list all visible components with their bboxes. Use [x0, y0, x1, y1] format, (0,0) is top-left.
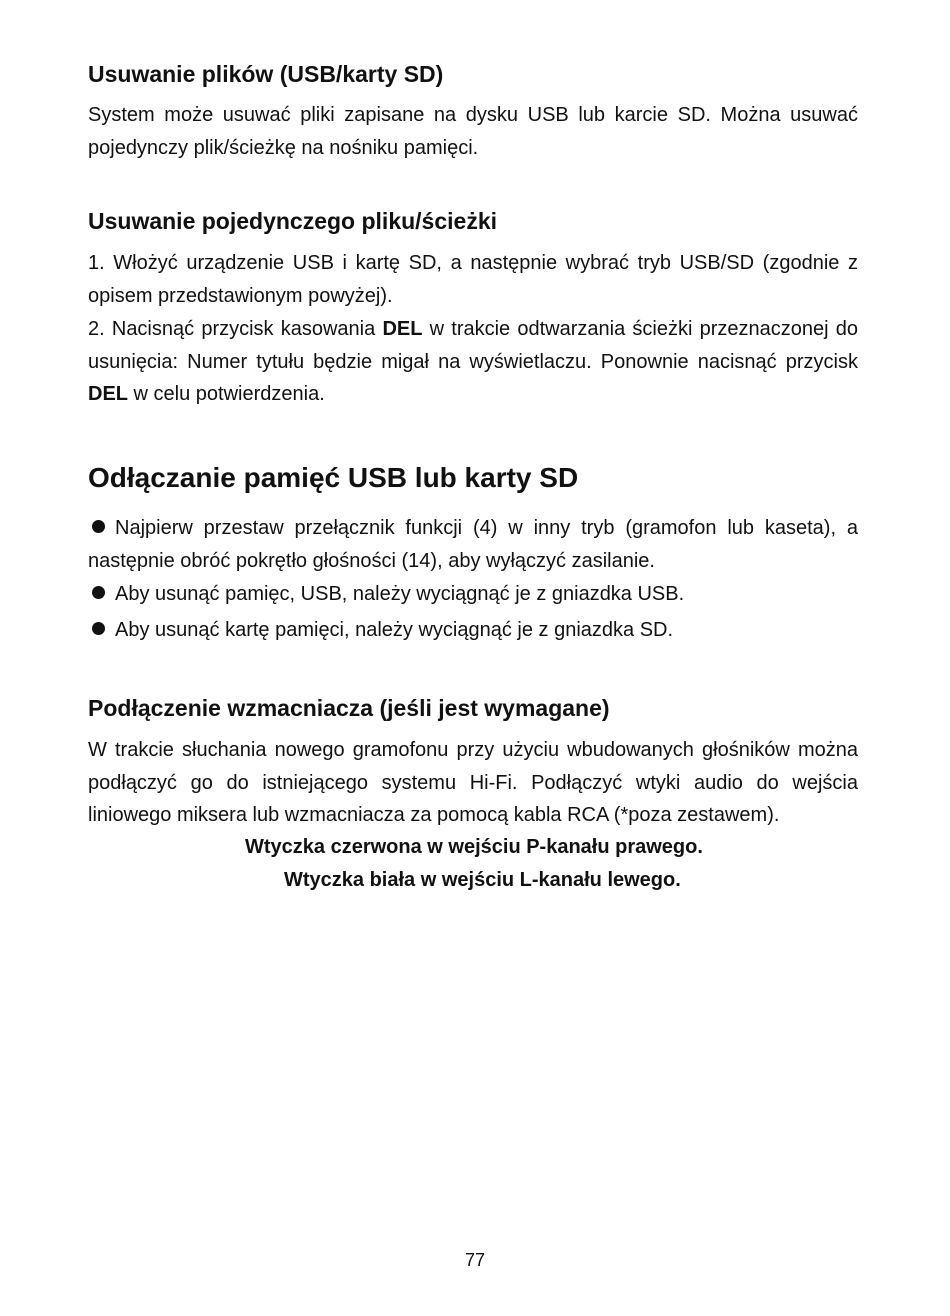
step-2: [88, 313, 858, 411]
bullet-item-2: [88, 578, 858, 611]
step-2-text-a: 2. Nacisnąć przycisk kasowania: [88, 318, 383, 340]
paragraph-connect-amplifier: W trakcie słuchania nowego gramofonu przy użyciu wbudowanych głośników można podłączyć go do istniejącego systemu Hi-Fi. Podłączyć wtyki audio do wejścia liniowego miksera lub wzmacniacza za pomocą kabla RCA (*poza zestawem).: [88, 739, 858, 826]
bullet-text-2: Aby usunąć pamięc, USB, należy wyciągnąć je z gniazdka USB.: [115, 583, 685, 605]
heading-delete-single-file: Usuwanie pojedynczego pliku/ścieżki: [88, 208, 498, 234]
bullet-icon: [92, 622, 105, 635]
bullet-item-3: [88, 614, 858, 647]
step-2-text-b: w trakcie odtwarzania ścieżki przeznaczonej do usunięcia: Numer tytułu będzie migał na wyświetlaczu. Ponownie nacisnąć przycisk: [88, 318, 858, 373]
heading-connect-amplifier: Podłączenie wzmacniacza (jeśli jest wymagane): [88, 695, 610, 721]
heading-deleting-files: Usuwanie plików (USB/karty SD): [88, 61, 444, 87]
step-2-text-c: w celu potwierdzenia.: [128, 383, 325, 405]
bullet-item-1: [88, 512, 858, 577]
step-1: 1. Włożyć urządzenie USB i kartę SD, a następnie wybrać tryb USB/SD (zgodnie z opisem przedstawionym powyżej).: [88, 252, 858, 307]
del-key-label-confirm: DEL: [88, 383, 128, 405]
white-plug-instruction: Wtyczka biała w wejściu L-kanału lewego.: [284, 869, 681, 891]
bullet-icon: [92, 520, 105, 533]
page-number: 77: [464, 1250, 486, 1270]
bullet-text-1: Najpierw przestaw przełącznik funkcji (4) w inny tryb (gramofon lub kaseta), a następnie obróć pokrętło głośności (14), aby wyłączyć zasilanie.: [88, 517, 858, 572]
heading-disconnect-usb-sd: Odłączanie pamięć USB lub karty SD: [88, 462, 579, 493]
bullet-text-3: Aby usunąć kartę pamięci, należy wyciągnąć je z gniazdka SD.: [115, 619, 674, 641]
red-plug-instruction: Wtyczka czerwona w wejściu P-kanału prawego.: [245, 836, 703, 858]
paragraph-deleting-files: System może usuwać pliki zapisane na dysku USB lub karcie SD. Można usuwać pojedynczy plik/ścieżkę na nośniku pamięci.: [88, 104, 858, 159]
del-key-label: DEL: [382, 318, 423, 340]
bullet-icon: [92, 586, 105, 599]
